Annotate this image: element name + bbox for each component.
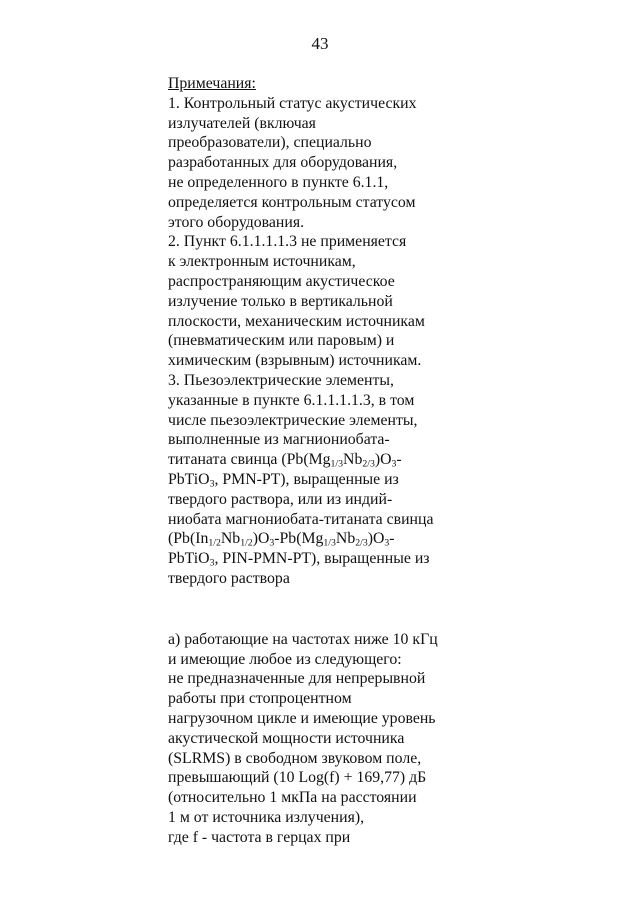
text-run: )O xyxy=(252,530,270,548)
item-a-line: а) работающие на частотах ниже 10 кГц xyxy=(168,630,438,648)
note-2-line: химическим (взрывным) источникам. xyxy=(168,352,422,370)
item-a-line: где f - частота в герцах при xyxy=(168,828,351,846)
note-2 xyxy=(168,232,628,371)
note-1-line: не определенного в пункте 6.1.1, xyxy=(168,173,389,191)
text-run: -Pb(Mg xyxy=(274,530,324,548)
subscript: 3 xyxy=(209,478,215,490)
subscript: 3 xyxy=(384,538,390,550)
subscript: 1/3 xyxy=(323,538,336,550)
subscript: 3 xyxy=(391,458,397,470)
note-3 xyxy=(168,371,628,589)
notes-heading: Примечания: xyxy=(168,75,256,92)
subscript: 2/3 xyxy=(362,458,375,470)
subscript: 1/2 xyxy=(208,538,221,550)
item-a-line: работы при стопроцентном xyxy=(168,690,352,708)
text-run: Nb xyxy=(335,530,356,548)
note-1-line: этого оборудования. xyxy=(168,213,305,231)
text-run: Nb xyxy=(220,530,241,548)
item-a-line: и имеющие любое из следующего: xyxy=(168,650,402,668)
note-1 xyxy=(168,94,628,233)
item-a-line: нагрузочном цикле и имеющие уровень xyxy=(168,709,436,727)
note-2-line: к электронным источникам, xyxy=(168,253,356,271)
note-2-line: 2. Пункт 6.1.1.1.1.3 не применяется xyxy=(168,233,407,251)
text-run: , PMN-PT), выращенные из xyxy=(214,470,399,488)
note-3-line: 3. Пьезоэлектрические элементы, xyxy=(168,371,394,389)
note-1-line: излучателей (включая xyxy=(168,114,316,132)
item-a-line: (SLRMS) в свободном звуковом поле, xyxy=(168,749,422,767)
note-1-line: преобразователи), специально xyxy=(168,134,372,152)
page-number: 43 xyxy=(311,34,329,53)
text-run: PbTiO xyxy=(168,470,210,488)
text-run: титаната свинца (Pb(Mg xyxy=(168,451,331,469)
note-1-line: определяется контрольным статусом xyxy=(168,193,416,211)
text-run: - xyxy=(389,530,395,548)
item-a-line: (относительно 1 мкПа на расстоянии xyxy=(168,789,417,807)
text-run: Nb xyxy=(343,451,363,469)
text-run: PbTiO xyxy=(168,550,210,568)
subscript: 3 xyxy=(209,557,215,569)
text-run: (Pb(In xyxy=(168,530,209,548)
paragraph-gap xyxy=(168,589,628,630)
item-a-line: 1 м от источника излучения), xyxy=(168,808,365,826)
note-3-line: указанные в пункте 6.1.1.1.1.3, в том xyxy=(168,391,415,409)
note-3-line: выполненные из магниониобата- xyxy=(168,431,390,449)
note-3-formula-line xyxy=(168,529,628,549)
note-3-line: ниобата магнониобата-титаната свинца xyxy=(168,510,434,528)
text-run: )O xyxy=(374,451,392,469)
text-run: , PIN-PMN-PT), выращенные из xyxy=(214,550,430,568)
item-a-line: акустической мощности источника xyxy=(168,729,405,747)
item-a-line: превышающий (10 Log(f) + 169,77) дБ xyxy=(168,769,427,787)
text-run: )O xyxy=(367,530,385,548)
note-3-line: твердого раствора, или из индий- xyxy=(168,490,393,508)
item-a xyxy=(168,630,628,848)
subscript: 3 xyxy=(269,538,275,550)
subscript: 1/2 xyxy=(240,538,253,550)
note-3-formula-line xyxy=(168,470,628,490)
note-3-formula-line xyxy=(168,549,628,569)
document-body xyxy=(168,74,628,847)
text-run: - xyxy=(396,451,402,469)
note-2-line: плоскости, механическим источникам xyxy=(168,312,425,330)
item-a-line: не предназначенные для непрерывной xyxy=(168,670,426,688)
subscript: 2/3 xyxy=(355,538,368,550)
note-2-line: распространяющим акустическое xyxy=(168,272,395,290)
note-1-line: разработанных для оборудования, xyxy=(168,154,398,172)
note-3-formula-line xyxy=(168,450,628,470)
subscript: 1/3 xyxy=(330,458,344,470)
note-3-line: числе пьезоэлектрические элементы, xyxy=(168,411,418,429)
note-1-line: 1. Контрольный статус акустических xyxy=(168,94,417,112)
note-2-line: излучение только в вертикальной xyxy=(168,292,393,310)
note-3-line: твердого раствора xyxy=(168,569,290,587)
note-2-line: (пневматическим или паровым) и xyxy=(168,332,395,350)
